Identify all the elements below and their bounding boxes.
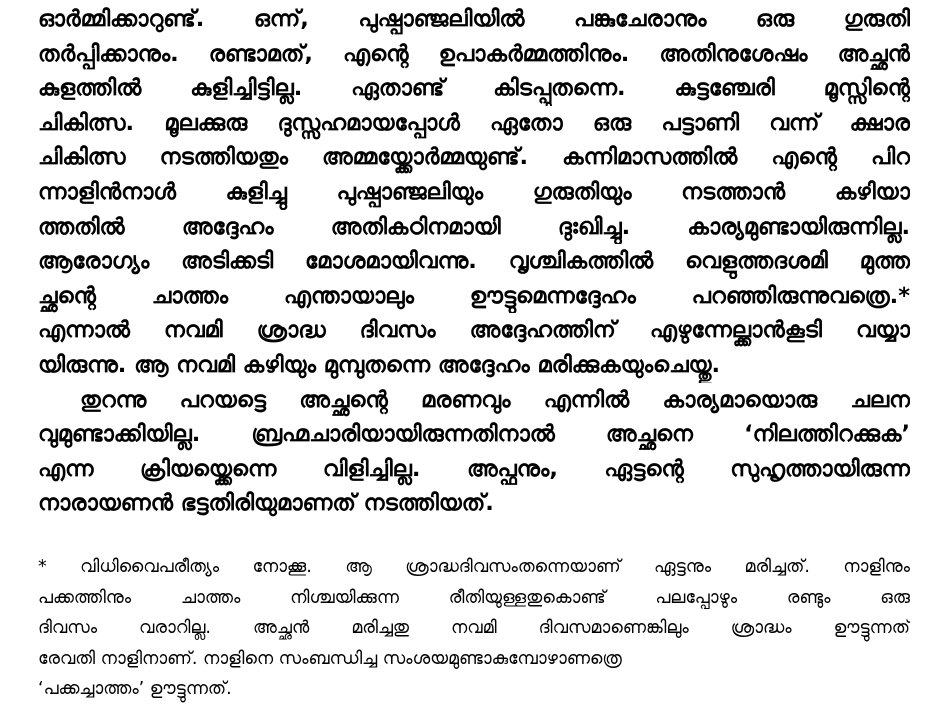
body-line: ചികിത്സ നടത്തിയതും അമ്മയ്ക്കോർമ്മയുണ്ട്. കന്നിമാസത്തിൽ എന്റെ പിറ xyxy=(38,144,910,171)
body-line: വുമുണ്ടാക്കിയില്ല. ബ്രഹ്മചാരിയായിരുന്നതിനാൽ അച്ഛനെ ‘നിലത്തിറക്കുക’ xyxy=(38,421,910,448)
body-line: ച്ഛന്റെ ചാത്തം എന്തായാലും ഊട്ടുമെന്നദ്ദേഹം പറഞ്ഞിരുന്നുവത്രെ.* xyxy=(38,282,910,309)
body-line: കുളത്തിൽ കുളിച്ചിട്ടില്ല. ഏതാണ്ട് കിടപ്പുതന്നെ. കുട്ടഞ്ചേരി മൂസ്സിന്റെ xyxy=(38,75,910,102)
body-line: എന്ന ക്രിയയ്ക്കെന്നെ വിളിച്ചില്ല. അപ്ഫനും, ഏട്ടന്റെ സുഹൃത്തായിരുന്ന xyxy=(38,455,910,482)
footnote-line: ‘പക്കച്ചാത്തം’ ഊട്ടുന്നത്. xyxy=(38,679,232,700)
body-line: നാരായണൻ ഭട്ടതിരിയുമാണത് നടത്തിയത്. xyxy=(38,490,494,517)
body-line: ന്നാളിൻനാൾ കുളിച്ചു പുഷ്പാഞ്ജലിയും ഗുരുതിയും നടത്താൻ കഴിയാ xyxy=(38,178,910,205)
body-line: ത്തതിൽ അദ്ദേഹം അതികഠിനമായി ദുഃഖിച്ചു. കാര്യമുണ്ടായിരുന്നില്ല. xyxy=(38,213,910,240)
body-text xyxy=(38,2,910,521)
body-line: യിരുന്നു. ആ നവമി കഴിയും മുമ്പുതന്നെ അദ്ദേഹം മരിക്കുകയുംചെയ്തു. xyxy=(38,351,721,378)
body-line: എന്നാൽ നവമി ശ്രാദ്ധ ദിവസം അദ്ദേഹത്തിന് എഴുന്നേല്ക്കാൻകൂടി വയ്യാ xyxy=(38,317,910,344)
body-line: ഓർമ്മിക്കാറുണ്ട്. ഒന്ന്, പുഷ്പാഞ്ജലിയിൽ പങ്കുചേരാനും ഒരു ഗുരുതി xyxy=(38,6,910,32)
body-line: തുറന്നു പറയട്ടെ അച്ഛന്റെ മരണവും എന്നിൽ കാര്യമായൊരു ചലന xyxy=(80,386,910,413)
body-line: തർപ്പിക്കാനും. രണ്ടാമത്, എന്റെ ഉപാകർമ്മത്തിനും. അതിനുശേഷം അച്ഛൻ xyxy=(38,40,910,67)
body-line: ആരോഗ്യം അടിക്കടി മോശമായിവന്നു. വൃശ്ചികത്തിൽ വെളുത്തദശമി മുത്ത xyxy=(38,248,910,275)
footnote-line: രേവതി നാളിനാണ്. നാളിനെ സംബന്ധിച്ച സംശയമുണ്ടാകുമ്പോഴാണത്രെ xyxy=(38,648,622,669)
footnote xyxy=(38,552,910,705)
body-line: ചികിത്സ. മൂലക്കുരു ദുസ്സഹമായപ്പോൾ ഏതോ ഒരു പട്ടാണി വന്ന് ക്ഷാര xyxy=(38,109,910,136)
footnote-line: * വിധിവൈപരീത്യം നോക്കൂ. ആ ശ്രാദ്ധദിവസംതന്നെയാണ് ഏട്ടനും മരിച്ചത്. നാളിനും xyxy=(38,557,910,577)
footnote-line: ദിവസം വരാറില്ല. അച്ഛൻ മരിച്ചതു നവമി ദിവസമാണെങ്കിലും ശ്രാദ്ധം ഊട്ടുന്നത് xyxy=(38,618,910,639)
footnote-line: പക്കത്തിനും ചാത്തം നിശ്ചയിക്കുന്ന രീതിയുള്ളതുകൊണ്ട് പലപ്പോഴും രണ്ടും ഒരു xyxy=(38,587,910,608)
